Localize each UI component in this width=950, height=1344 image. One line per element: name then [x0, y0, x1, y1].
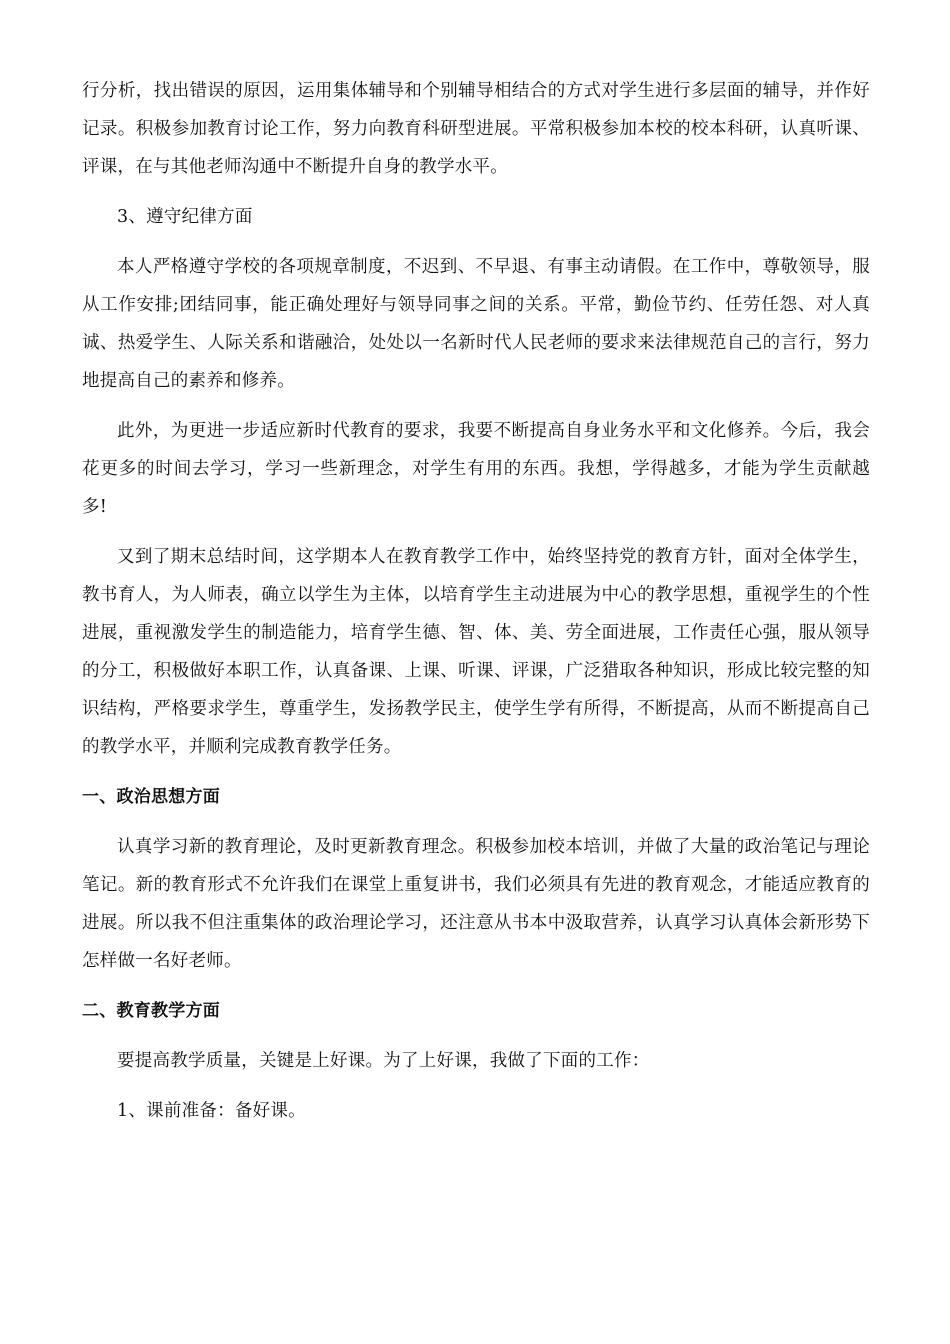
heading-teaching: 二、教育教学方面 — [82, 1001, 220, 1021]
subheading-lesson-prep: 1、课前准备：备好课。 — [117, 1101, 306, 1121]
paragraph-summary-intro: 又到了期末总结时间，这学期本人在教育教学工作中，始终坚持党的教育方针，面对全体学生，教书育人，为人师表，确立以学生为主体，以培育学生主动进展为中心的教学思想，重视学生的个性进展，重视激发学生的制造能力，培育学生德、智、体、美、劳全面进展，工作责任心强，服从领导的分工，积极做好本职工作，认真备课、上课、听课、评课，广泛猎取各种知识，形成比较完整的知识结构，严格要求学生，尊重学生，发扬教学民主，使学生学有所得，不断提高，从而不断提高自己的教学水平，并顺利完成教育教学任务。 — [82, 547, 870, 757]
paragraph-political-thought: 认真学习新的教育理论，及时更新教育理念。积极参加校本培训，并做了大量的政治笔记与理论笔记。新的教育形式不允许我们在课堂上重复讲书，我们必须具有先进的教育观念，才能适应教育的进展。所以我不但注重集体的政治理论学习，还注意从书本中汲取营养，认真学习认真体会新形势下怎样做一名好老师。 — [82, 837, 870, 971]
document-page — [82, 72, 870, 1142]
heading-political-thought: 一、政治思想方面 — [82, 787, 220, 807]
paragraph-continued: 行分析，找出错误的原因，运用集体辅导和个别辅导相结合的方式对学生进行多层面的辅导，并作好记录。积极参加教育讨论工作，努力向教育科研型进展。平常积极参加本校的校本科研，认真听课、评课，在与其他老师沟通中不断提升自身的教学水平。 — [82, 81, 870, 177]
subheading-discipline: 3、遵守纪律方面 — [117, 207, 253, 227]
paragraph-outlook: 此外，为更进一步适应新时代教育的要求，我要不断提高自身业务水平和文化修养。今后，我会花更多的时间去学习，学习一些新理念，对学生有用的东西。我想，学得越多，才能为学生贡献越多! — [82, 421, 870, 517]
paragraph-discipline: 本人严格遵守学校的各项规章制度，不迟到、不早退、有事主动请假。在工作中，尊敬领导，服从工作安排;团结同事，能正确处理好与领导同事之间的关系。平常，勤俭节约、任劳任怨、对人真诚、热爱学生、人际关系和谐融洽，处处以一名新时代人民老师的要求来法律规范自己的言行，努力地提高自己的素养和修养。 — [82, 257, 870, 391]
paragraph-teaching-intro: 要提高教学质量，关键是上好课。为了上好课，我做了下面的工作： — [117, 1051, 650, 1071]
